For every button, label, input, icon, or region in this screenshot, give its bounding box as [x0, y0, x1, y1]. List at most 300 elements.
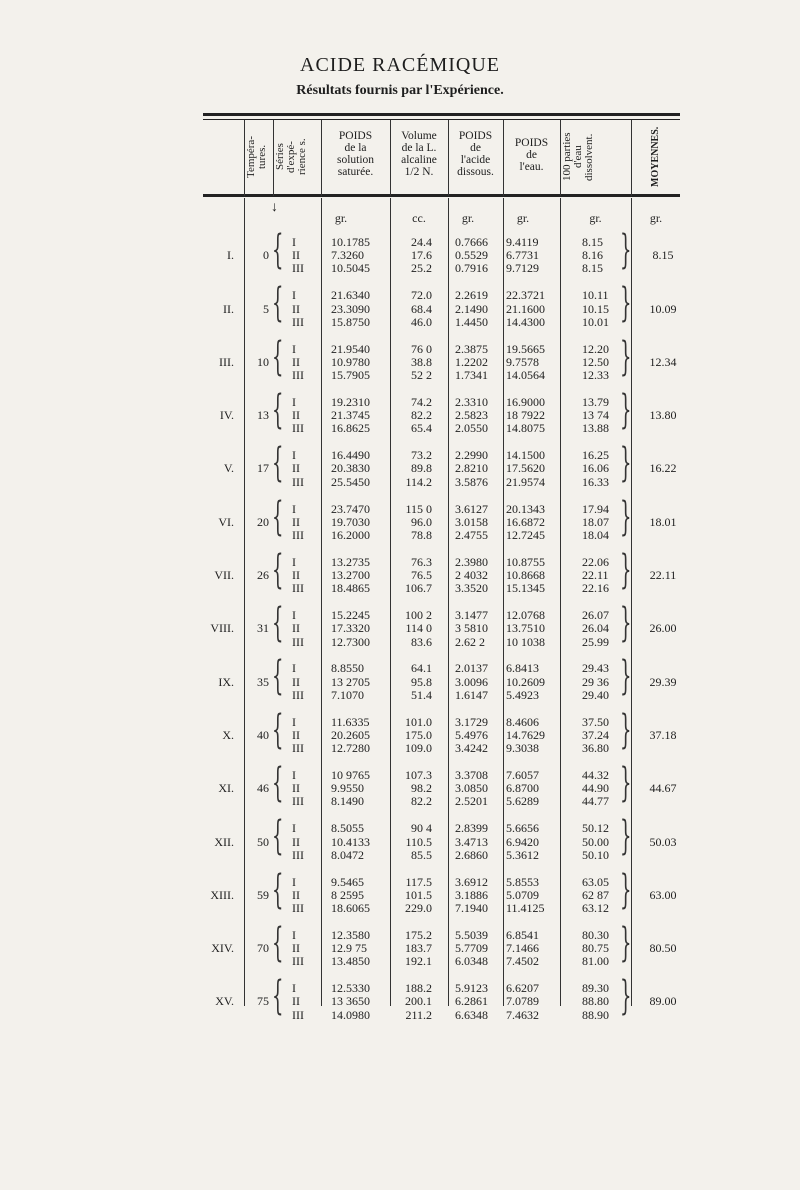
- solution-value: 8.0472: [331, 847, 364, 862]
- parties-value: 8.15: [582, 235, 603, 249]
- solution-value: 16.2000: [331, 527, 370, 542]
- serie-label: I: [292, 874, 296, 889]
- volume-value: 115 0: [405, 501, 432, 516]
- volume-value: 109.0: [405, 741, 432, 756]
- volume-value: 96.0: [411, 514, 432, 529]
- page-title: ACIDE RACÉMIQUE: [300, 54, 500, 76]
- solution-value: 17.3320: [331, 621, 370, 636]
- eau-value: 6.6207: [506, 981, 539, 996]
- solution-value: 12.7280: [331, 741, 370, 756]
- parties-value: 29.43: [582, 661, 609, 676]
- eau-value: 14.1500: [506, 448, 545, 463]
- moyenne-value: 12.34: [649, 354, 677, 369]
- header-poids-eau: POIDS de l'eau.: [514, 137, 549, 173]
- eau-value: 21.9574: [506, 474, 545, 489]
- right-brace-icon: }: [620, 813, 632, 860]
- temperature-value: 31: [257, 621, 269, 636]
- parties-value: 37.24: [582, 727, 609, 742]
- solution-value: 9.5465: [331, 874, 364, 889]
- group-number: XII.: [214, 834, 234, 849]
- parties-value: 10.15: [582, 301, 609, 316]
- serie-label: I: [292, 288, 296, 303]
- right-brace-icon: }: [620, 919, 632, 966]
- left-brace-icon: {: [272, 919, 284, 966]
- eau-value: 14.7629: [506, 727, 545, 742]
- solution-value: 21.9540: [331, 341, 370, 356]
- solution-value: 14.0980: [331, 1007, 370, 1022]
- left-brace-icon: {: [272, 280, 284, 327]
- acide-value: 3.6127: [455, 501, 488, 516]
- acide-value: 6.2861: [455, 994, 488, 1009]
- parties-value: 8.15: [582, 261, 603, 276]
- serie-label: II: [292, 248, 300, 263]
- acide-value: 3.6912: [455, 874, 488, 889]
- temperature-value: 13: [257, 408, 269, 423]
- volume-value: 89.8: [411, 461, 432, 476]
- volume-value: 25.2: [411, 261, 432, 276]
- parties-value: 80.75: [582, 941, 609, 956]
- temperature-value: 17: [257, 461, 269, 476]
- serie-label: II: [292, 727, 300, 742]
- header-divider: [631, 120, 632, 196]
- volume-value: 101.0: [405, 714, 432, 729]
- parties-value: 16.33: [582, 474, 609, 489]
- solution-value: 21.6340: [331, 288, 370, 303]
- parties-value: 17.94: [582, 501, 609, 516]
- moyenne-value: 37.18: [649, 727, 677, 742]
- parties-value: 22.11: [582, 568, 609, 582]
- acide-value: 3.1886: [455, 887, 488, 902]
- acide-value: 0.5529: [455, 248, 488, 263]
- acide-value: 2.6860: [455, 847, 488, 862]
- eau-value: 5.0709: [506, 887, 539, 902]
- serie-label: III: [292, 421, 304, 436]
- parties-value: 25.99: [582, 634, 609, 649]
- eau-value: 7.4632: [506, 1007, 539, 1022]
- volume-value: 46.0: [411, 314, 432, 329]
- acide-value: 1.4450: [455, 314, 488, 329]
- moyenne-value: 16.22: [649, 461, 677, 476]
- solution-value: 10.4133: [331, 834, 370, 849]
- volume-value: 64.1: [411, 661, 432, 676]
- unit-volume: cc.: [412, 211, 426, 225]
- serie-label: I: [292, 714, 296, 729]
- volume-value: 52 2: [411, 368, 432, 382]
- unit-eau: gr.: [516, 211, 530, 225]
- parties-value: 81.00: [582, 954, 609, 969]
- eau-value: 14.8075: [506, 421, 545, 436]
- left-brace-icon: {: [272, 440, 284, 487]
- header-moyennes: MOYENNES.: [650, 126, 661, 188]
- solution-value: 21.3745: [331, 408, 370, 423]
- serie-label: II: [292, 568, 300, 582]
- acide-value: 2.1490: [455, 301, 488, 316]
- serie-label: I: [292, 608, 296, 623]
- parties-value: 80.30: [582, 927, 609, 942]
- solution-value: 12.3580: [331, 927, 370, 942]
- column-divider: [244, 198, 245, 1006]
- down-arrow-icon: ↓: [271, 200, 278, 215]
- column-divider: [321, 198, 322, 1006]
- eau-value: 10 1038: [506, 634, 545, 649]
- group-number: I.: [227, 248, 234, 263]
- column-divider: [448, 198, 449, 1006]
- left-brace-icon: {: [272, 386, 284, 433]
- unit-solution: gr.: [334, 211, 348, 225]
- eau-value: 9.4119: [506, 235, 539, 249]
- left-brace-icon: {: [272, 493, 284, 540]
- solution-value: 15.8750: [331, 314, 370, 329]
- parties-value: 50.00: [582, 834, 609, 849]
- eau-value: 9.7129: [506, 261, 539, 276]
- moyenne-value: 22.11: [649, 568, 677, 582]
- eau-value: 7.6057: [506, 768, 539, 782]
- solution-value: 7.1070: [331, 687, 364, 702]
- eau-value: 14.4300: [506, 314, 545, 329]
- temperature-value: 40: [257, 727, 269, 742]
- right-brace-icon: }: [620, 333, 632, 380]
- volume-value: 101.5: [405, 887, 432, 902]
- acide-value: 2.2990: [455, 448, 488, 463]
- serie-label: III: [292, 847, 304, 862]
- solution-value: 18.4865: [331, 581, 370, 596]
- parties-value: 88.90: [582, 1007, 609, 1022]
- serie-label: I: [292, 341, 296, 356]
- parties-value: 22.06: [582, 554, 609, 569]
- solution-value: 11.6335: [331, 714, 370, 729]
- serie-label: II: [292, 354, 300, 369]
- parties-value: 88.80: [582, 994, 609, 1009]
- serie-label: I: [292, 448, 296, 463]
- solution-value: 12.5330: [331, 981, 370, 996]
- volume-value: 106.7: [405, 581, 432, 596]
- parties-value: 8.16: [582, 248, 603, 263]
- acide-value: 3.1729: [455, 714, 488, 729]
- volume-value: 51.4: [411, 687, 432, 702]
- acide-value: 3.4242: [455, 741, 488, 756]
- parties-value: 36.80: [582, 741, 609, 756]
- left-brace-icon: {: [272, 600, 284, 647]
- header-poids-solution: POIDS de la solution saturée.: [336, 130, 375, 178]
- eau-value: 16.9000: [506, 394, 545, 409]
- acide-value: 3.0158: [455, 514, 488, 529]
- temperature-value: 5: [263, 301, 269, 316]
- table-header-rule: [203, 194, 680, 197]
- parties-value: 13 74: [582, 408, 609, 423]
- volume-value: 85.5: [411, 847, 432, 862]
- parties-value: 10.01: [582, 314, 609, 329]
- group-number: VII.: [214, 568, 234, 582]
- solution-value: 8.8550: [331, 661, 364, 676]
- volume-value: 83.6: [411, 634, 432, 649]
- solution-value: 19.7030: [331, 514, 370, 529]
- parties-value: 12.33: [582, 368, 609, 382]
- right-brace-icon: }: [620, 493, 632, 540]
- parties-value: 63.12: [582, 901, 609, 915]
- acide-value: 1.6147: [455, 687, 488, 702]
- temperature-value: 59: [257, 887, 269, 902]
- temperature-value: 46: [257, 781, 269, 796]
- serie-label: II: [292, 834, 300, 849]
- acide-value: 2.3980: [455, 554, 488, 569]
- parties-value: 50.10: [582, 847, 609, 862]
- solution-value: 12.9 75: [331, 941, 367, 956]
- eau-value: 16.6872: [506, 514, 545, 529]
- left-brace-icon: {: [272, 760, 284, 806]
- acide-value: 2.5823: [455, 408, 488, 423]
- eau-value: 7.4502: [506, 954, 539, 969]
- left-brace-icon: {: [272, 546, 284, 593]
- acide-value: 0.7916: [455, 261, 488, 276]
- right-brace-icon: }: [620, 440, 632, 487]
- parties-value: 63.05: [582, 874, 609, 889]
- parties-value: 44.77: [582, 794, 609, 809]
- eau-value: 11.4125: [506, 901, 545, 915]
- volume-value: 114.2: [405, 474, 432, 489]
- solution-value: 8.1490: [331, 794, 364, 809]
- eau-value: 14.0564: [506, 368, 545, 382]
- serie-label: I: [292, 768, 296, 782]
- parties-value: 13.88: [582, 421, 609, 436]
- acide-value: 3.0096: [455, 674, 488, 689]
- eau-value: 8.4606: [506, 714, 539, 729]
- parties-value: 18.07: [582, 514, 609, 529]
- volume-value: 183.7: [405, 941, 432, 956]
- right-brace-icon: }: [620, 280, 632, 327]
- parties-value: 62 87: [582, 887, 609, 902]
- volume-value: 24.4: [411, 235, 432, 249]
- eau-value: 10.8668: [506, 568, 545, 582]
- eau-value: 7.1466: [506, 941, 539, 956]
- eau-value: 10.2609: [506, 674, 545, 689]
- solution-value: 13.2700: [331, 568, 370, 582]
- solution-value: 19.2310: [331, 394, 370, 409]
- acide-value: 2.3875: [455, 341, 488, 356]
- acide-value: 1.2202: [455, 354, 488, 369]
- volume-value: 107.3: [405, 768, 432, 782]
- serie-label: I: [292, 554, 296, 569]
- serie-label: III: [292, 794, 304, 809]
- eau-value: 5.3612: [506, 847, 539, 862]
- moyenne-value: 89.00: [649, 994, 677, 1009]
- parties-value: 29 36: [582, 674, 609, 689]
- solution-value: 10.9780: [331, 354, 370, 369]
- serie-label: III: [292, 314, 304, 329]
- group-number: III.: [219, 354, 234, 369]
- volume-value: 175.2: [405, 927, 432, 942]
- group-number: XIII.: [210, 887, 234, 902]
- acide-value: 5.5039: [455, 927, 488, 942]
- moyenne-value: 63.00: [649, 887, 677, 902]
- eau-value: 19.5665: [506, 341, 545, 356]
- eau-value: 20.1343: [506, 501, 545, 516]
- group-number: X.: [222, 727, 234, 742]
- right-brace-icon: }: [620, 386, 632, 433]
- group-number: XIV.: [211, 941, 234, 956]
- eau-value: 5.6656: [506, 821, 539, 836]
- serie-label: II: [292, 674, 300, 689]
- serie-label: III: [292, 901, 304, 915]
- solution-value: 13.2735: [331, 554, 370, 569]
- serie-label: II: [292, 621, 300, 636]
- eau-value: 13.7510: [506, 621, 545, 636]
- right-brace-icon: }: [620, 866, 632, 913]
- eau-value: 15.1345: [506, 581, 545, 596]
- eau-value: 5.8553: [506, 874, 539, 889]
- group-number: IX.: [218, 674, 234, 689]
- serie-label: III: [292, 687, 304, 702]
- acide-value: 1.7341: [455, 368, 488, 382]
- moyenne-value: 26.00: [649, 621, 677, 636]
- serie-label: II: [292, 301, 300, 316]
- volume-value: 175.0: [405, 727, 432, 742]
- volume-value: 76.3: [411, 554, 432, 569]
- left-brace-icon: {: [272, 653, 284, 700]
- serie-label: III: [292, 954, 304, 969]
- acide-value: 2.8210: [455, 461, 488, 476]
- solution-value: 10.5045: [331, 261, 370, 276]
- serie-label: III: [292, 741, 304, 756]
- temperature-value: 20: [257, 514, 269, 529]
- eau-value: 7.0789: [506, 994, 539, 1009]
- eau-value: 12.7245: [506, 527, 545, 542]
- acide-value: 2.5201: [455, 794, 488, 809]
- left-brace-icon: {: [272, 973, 284, 1020]
- serie-label: III: [292, 474, 304, 489]
- volume-value: 82.2: [411, 408, 432, 423]
- right-brace-icon: }: [620, 760, 632, 806]
- eau-value: 22.3721: [506, 288, 545, 303]
- header-volume: Volume de la L. alcaline 1/2 N.: [401, 130, 437, 178]
- volume-value: 68.4: [411, 301, 432, 316]
- serie-label: III: [292, 1007, 304, 1022]
- solution-value: 15.2245: [331, 608, 370, 623]
- volume-value: 38.8: [411, 354, 432, 369]
- serie-label: III: [292, 634, 304, 649]
- parties-value: 10.11: [582, 288, 609, 303]
- group-number: IV.: [219, 408, 234, 423]
- acide-value: 2.62 2: [455, 634, 485, 649]
- acide-value: 3.3708: [455, 768, 488, 782]
- parties-value: 89.30: [582, 981, 609, 996]
- header-temperatures: Tempéra- tures.: [245, 136, 268, 178]
- eau-value: 6.8541: [506, 927, 539, 942]
- parties-value: 50.12: [582, 821, 609, 836]
- header-poids-acide: POIDS de l'acide dissous.: [457, 130, 494, 178]
- parties-value: 37.50: [582, 714, 609, 729]
- serie-label: III: [292, 527, 304, 542]
- volume-value: 192.1: [405, 954, 432, 969]
- group-number: V.: [223, 461, 234, 476]
- serie-label: III: [292, 581, 304, 596]
- solution-value: 23.7470: [331, 501, 370, 516]
- serie-label: II: [292, 514, 300, 529]
- moyenne-value: 50.03: [649, 834, 677, 849]
- serie-label: I: [292, 501, 296, 516]
- acide-value: 3.4713: [455, 834, 488, 849]
- serie-label: I: [292, 394, 296, 409]
- solution-value: 10 9765: [331, 768, 370, 782]
- column-divider: [503, 198, 504, 1006]
- group-number: II.: [223, 301, 234, 316]
- parties-value: 22.16: [582, 581, 609, 596]
- moyenne-value: 8.15: [652, 248, 674, 263]
- serie-label: I: [292, 661, 296, 676]
- serie-label: II: [292, 408, 300, 423]
- acide-value: 3.5876: [455, 474, 488, 489]
- parties-value: 18.04: [582, 527, 609, 542]
- solution-value: 15.7905: [331, 368, 370, 382]
- volume-value: 200.1: [405, 994, 432, 1009]
- left-brace-icon: {: [272, 706, 284, 753]
- volume-value: 188.2: [405, 981, 432, 996]
- volume-value: 95.8: [411, 674, 432, 689]
- table-top-rule: [203, 113, 680, 116]
- parties-value: 29.40: [582, 687, 609, 702]
- volume-value: 73.2: [411, 448, 432, 463]
- acide-value: 0.7666: [455, 235, 488, 249]
- acide-value: 2.0550: [455, 421, 488, 436]
- eau-value: 5.6289: [506, 794, 539, 809]
- acide-value: 7.1940: [455, 901, 488, 915]
- parties-value: 12.20: [582, 341, 609, 356]
- left-brace-icon: {: [272, 333, 284, 380]
- volume-value: 229.0: [405, 901, 432, 915]
- solution-value: 20.2605: [331, 727, 370, 742]
- solution-value: 7.3260: [331, 248, 364, 263]
- parties-value: 12.50: [582, 354, 609, 369]
- parties-value: 16.25: [582, 448, 609, 463]
- header-parties-eau: 100 parties d'eau dissolvent.: [561, 132, 595, 182]
- solution-value: 13 2705: [331, 674, 370, 689]
- solution-value: 12.7300: [331, 634, 370, 649]
- serie-label: I: [292, 821, 296, 836]
- moyenne-value: 13.80: [649, 408, 677, 423]
- moyenne-value: 44.67: [649, 781, 677, 796]
- serie-label: I: [292, 981, 296, 996]
- parties-value: 26.04: [582, 621, 609, 636]
- moyenne-value: 10.09: [649, 301, 677, 316]
- eau-value: 17.5620: [506, 461, 545, 476]
- solution-value: 8 2595: [331, 887, 364, 902]
- volume-value: 82.2: [411, 794, 432, 809]
- volume-value: 114 0: [405, 621, 432, 636]
- parties-value: 16.06: [582, 461, 609, 476]
- volume-value: 78.8: [411, 527, 432, 542]
- solution-value: 8.5055: [331, 821, 364, 836]
- serie-label: II: [292, 887, 300, 902]
- eau-value: 6.9420: [506, 834, 539, 849]
- serie-label: II: [292, 781, 300, 796]
- eau-value: 21.1600: [506, 301, 545, 316]
- serie-label: I: [292, 235, 296, 249]
- moyenne-value: 29.39: [649, 674, 677, 689]
- acide-value: 5.7709: [455, 941, 488, 956]
- eau-value: 5.4923: [506, 687, 539, 702]
- unit-moyennes: gr.: [649, 211, 663, 225]
- acide-value: 2.8399: [455, 821, 488, 836]
- eau-value: 9.3038: [506, 741, 539, 756]
- parties-value: 44.90: [582, 781, 609, 796]
- volume-value: 117.5: [405, 874, 432, 889]
- acide-value: 6.0348: [455, 954, 488, 969]
- solution-value: 16.8625: [331, 421, 370, 436]
- solution-value: 13 3650: [331, 994, 370, 1009]
- acide-value: 2.3310: [455, 394, 488, 409]
- table-top-rule-thin: [203, 119, 680, 120]
- serie-label: II: [292, 994, 300, 1009]
- acide-value: 5.4976: [455, 727, 488, 742]
